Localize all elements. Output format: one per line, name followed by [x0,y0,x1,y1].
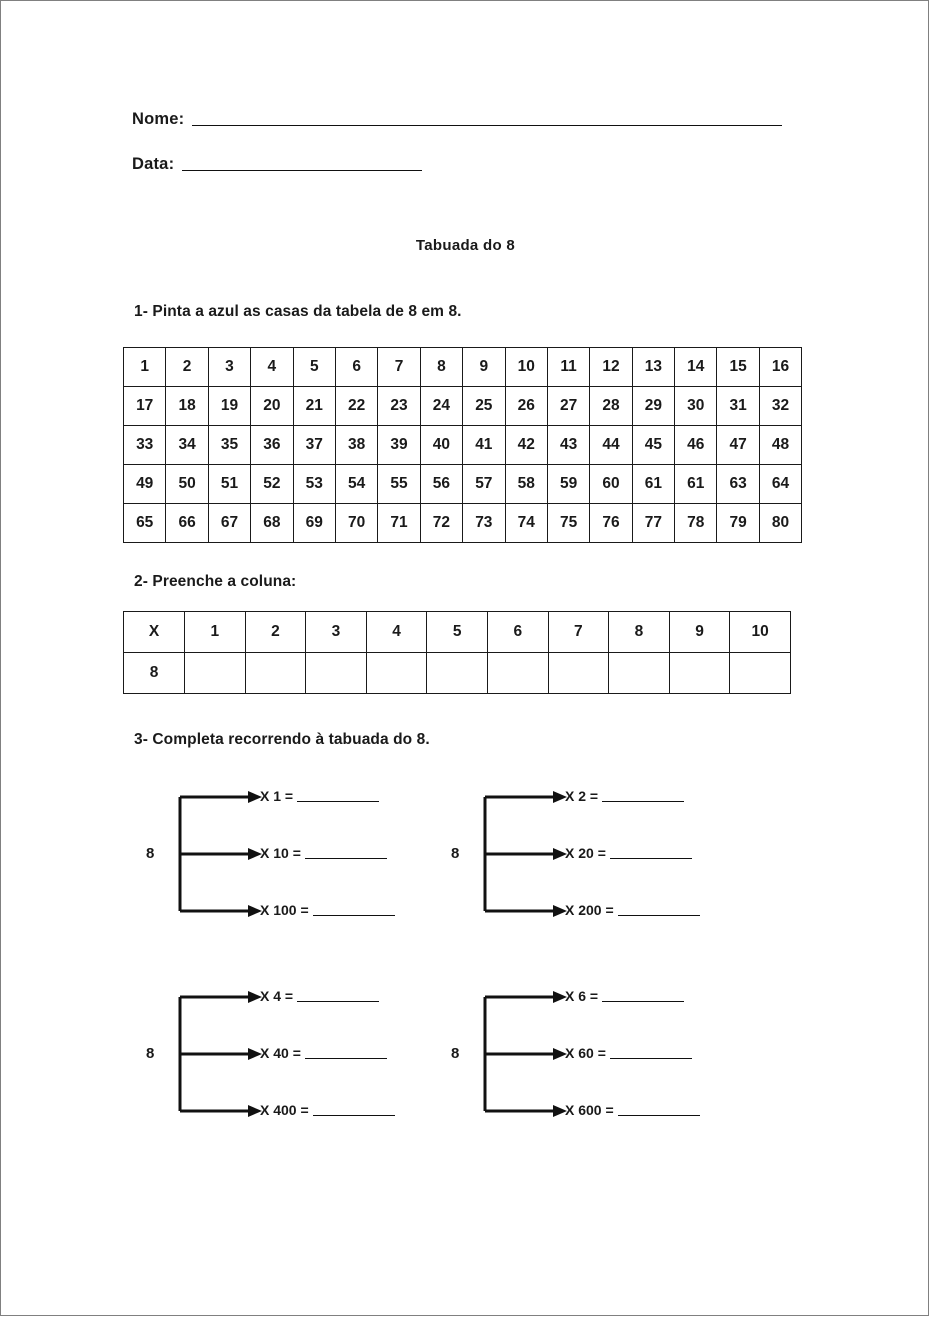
column-table-header-cell[interactable]: 10 [730,612,791,653]
number-cell[interactable]: 58 [505,465,547,504]
number-cell[interactable]: 68 [251,504,293,543]
exercise-2-prompt: 2- Preenche a coluna: [134,573,297,590]
column-table-answer-cell[interactable] [245,653,306,694]
date-write-line[interactable] [182,169,422,171]
number-cell[interactable]: 7 [378,348,420,387]
number-cell[interactable]: 54 [335,465,377,504]
column-table-base-cell[interactable]: 8 [124,653,185,694]
column-table-corner[interactable]: X [124,612,185,653]
column-table-answer-cell[interactable] [366,653,427,694]
number-cell[interactable]: 1 [124,348,166,387]
number-cell[interactable]: 71 [378,504,420,543]
number-cell[interactable]: 28 [590,387,632,426]
branch-answer-line[interactable] [602,800,684,802]
number-cell[interactable]: 43 [547,426,589,465]
number-cell[interactable]: 61 [632,465,674,504]
number-cell[interactable]: 2 [166,348,208,387]
branch-row [260,846,387,860]
number-cell[interactable]: 44 [590,426,632,465]
branch-row [565,846,692,860]
branch-answer-line[interactable] [305,1057,387,1059]
column-table-header-cell[interactable]: 4 [366,612,427,653]
number-cell[interactable]: 14 [675,348,717,387]
column-table-answer-cell[interactable] [730,653,791,694]
number-cell[interactable]: 56 [420,465,462,504]
page-title: Tabuada do 8 [415,237,516,254]
branch-answer-line[interactable] [610,857,692,859]
number-cell[interactable]: 39 [378,426,420,465]
date-field-row [132,156,422,173]
number-cell[interactable]: 66 [166,504,208,543]
number-cell[interactable]: 32 [759,387,801,426]
number-cell[interactable]: 67 [208,504,250,543]
number-cell[interactable]: 52 [251,465,293,504]
branch-label: X 600 = [565,1102,614,1118]
number-grid-body [124,348,802,543]
branch-label: X 1 = [260,788,294,804]
number-cell[interactable]: 10 [505,348,547,387]
number-cell[interactable]: 46 [675,426,717,465]
number-cell[interactable]: 8 [420,348,462,387]
branch-row [260,1046,387,1060]
table-row [124,653,791,694]
number-cell[interactable]: 19 [208,387,250,426]
branch-row [565,1103,700,1117]
branch-row [260,1103,395,1117]
number-cell[interactable]: 15 [717,348,759,387]
number-cell[interactable]: 23 [378,387,420,426]
number-cell[interactable]: 36 [251,426,293,465]
branch-label: X 40 = [260,1045,301,1061]
branch-row [565,989,684,1003]
number-cell[interactable]: 12 [590,348,632,387]
branch-row [260,789,379,803]
branch-diagram [146,983,476,1133]
table-row [124,612,791,653]
branch-answer-line[interactable] [313,1114,395,1116]
column-table-header-cell[interactable]: 9 [669,612,730,653]
date-label: Data: [132,155,175,173]
table-row [124,387,802,426]
number-cell[interactable]: 74 [505,504,547,543]
column-table-answer-cell[interactable] [487,653,548,694]
number-cell[interactable]: 65 [124,504,166,543]
number-cell[interactable]: 38 [335,426,377,465]
branch-diagram [146,783,476,933]
number-cell[interactable]: 42 [505,426,547,465]
branch-label: X 200 = [565,902,614,918]
branch-row [260,903,395,917]
worksheet-content [1,1,930,1317]
branch-label: X 10 = [260,845,301,861]
number-cell[interactable]: 50 [166,465,208,504]
number-cell[interactable]: 61 [675,465,717,504]
column-table-answer-cell[interactable] [609,653,670,694]
column-table-header-cell[interactable]: 1 [185,612,246,653]
number-cell[interactable]: 53 [293,465,335,504]
number-cell[interactable]: 78 [675,504,717,543]
number-grid-table[interactable] [123,347,802,543]
column-table-header-cell[interactable]: 3 [306,612,367,653]
number-cell[interactable]: 51 [208,465,250,504]
branch-answer-line[interactable] [297,1000,379,1002]
number-cell[interactable]: 75 [547,504,589,543]
number-cell[interactable]: 57 [463,465,505,504]
number-cell[interactable]: 4 [251,348,293,387]
branch-answer-line[interactable] [297,800,379,802]
table-row [124,465,802,504]
number-cell[interactable]: 76 [590,504,632,543]
column-table-answer-cell[interactable] [306,653,367,694]
number-cell[interactable]: 16 [759,348,801,387]
branch-answer-line[interactable] [618,1114,700,1116]
branch-row [565,903,700,917]
number-cell[interactable]: 63 [717,465,759,504]
number-cell[interactable]: 9 [463,348,505,387]
number-cell[interactable]: 34 [166,426,208,465]
number-cell[interactable]: 30 [675,387,717,426]
multiplication-column-body [124,612,791,694]
branch-base-number: 8 [146,1045,155,1062]
number-cell[interactable]: 11 [547,348,589,387]
branch-answer-line[interactable] [618,914,700,916]
column-table-header-cell[interactable]: 6 [487,612,548,653]
branch-base-number: 8 [451,1045,460,1062]
number-cell[interactable]: 70 [335,504,377,543]
column-table-header-cell[interactable]: 8 [609,612,670,653]
branch-row [260,989,379,1003]
column-table-answer-cell[interactable] [427,653,488,694]
number-cell[interactable]: 3 [208,348,250,387]
number-cell[interactable]: 35 [208,426,250,465]
number-cell[interactable]: 6 [335,348,377,387]
column-table-answer-cell[interactable] [669,653,730,694]
branch-label: X 100 = [260,902,309,918]
branch-row [565,1046,692,1060]
name-label: Nome: [132,110,185,128]
number-cell[interactable]: 49 [124,465,166,504]
table-row [124,426,802,465]
branch-base-number: 8 [146,845,155,862]
number-cell[interactable]: 59 [547,465,589,504]
number-cell[interactable]: 5 [293,348,335,387]
number-cell[interactable]: 48 [759,426,801,465]
number-cell[interactable]: 69 [293,504,335,543]
number-cell[interactable]: 17 [124,387,166,426]
exercise-3-prompt: 3- Completa recorrendo à tabuada do 8. [134,731,430,748]
number-cell[interactable]: 37 [293,426,335,465]
number-cell[interactable]: 26 [505,387,547,426]
branch-row [565,789,684,803]
number-cell[interactable]: 79 [717,504,759,543]
branch-answer-line[interactable] [610,1057,692,1059]
name-write-line[interactable] [192,124,782,126]
branch-label: X 4 = [260,988,294,1004]
number-cell[interactable]: 72 [420,504,462,543]
number-cell[interactable]: 47 [717,426,759,465]
number-cell[interactable]: 31 [717,387,759,426]
number-cell[interactable]: 24 [420,387,462,426]
number-cell[interactable]: 45 [632,426,674,465]
branch-diagram [451,783,781,933]
number-cell[interactable]: 20 [251,387,293,426]
column-table-header-cell[interactable]: 2 [245,612,306,653]
column-table-answer-cell[interactable] [185,653,246,694]
number-cell[interactable]: 55 [378,465,420,504]
number-cell[interactable]: 60 [590,465,632,504]
number-cell[interactable]: 29 [632,387,674,426]
number-cell[interactable]: 25 [463,387,505,426]
branch-answer-line[interactable] [313,914,395,916]
number-cell[interactable]: 64 [759,465,801,504]
table-row [124,348,802,387]
number-cell[interactable]: 73 [463,504,505,543]
branch-label: X 400 = [260,1102,309,1118]
number-cell[interactable]: 80 [759,504,801,543]
column-table-header-cell[interactable]: 5 [427,612,488,653]
exercise-1-prompt: 1- Pinta a azul as casas da tabela de 8 em 8. [134,303,462,320]
branch-label: X 20 = [565,845,606,861]
column-table-header-cell[interactable]: 7 [548,612,609,653]
branch-answer-line[interactable] [305,857,387,859]
number-cell[interactable]: 22 [335,387,377,426]
number-cell[interactable]: 27 [547,387,589,426]
number-cell[interactable]: 77 [632,504,674,543]
multiplication-column-table[interactable] [123,611,791,694]
branch-answer-line[interactable] [602,1000,684,1002]
branch-diagram [451,983,781,1133]
branch-base-number: 8 [451,845,460,862]
table-row [124,504,802,543]
branch-label: X 6 = [565,988,599,1004]
number-cell[interactable]: 21 [293,387,335,426]
number-cell[interactable]: 41 [463,426,505,465]
name-field-row [132,111,782,128]
number-cell[interactable]: 18 [166,387,208,426]
branch-label: X 60 = [565,1045,606,1061]
number-cell[interactable]: 33 [124,426,166,465]
number-cell[interactable]: 13 [632,348,674,387]
branch-label: X 2 = [565,788,599,804]
column-table-answer-cell[interactable] [548,653,609,694]
number-cell[interactable]: 40 [420,426,462,465]
